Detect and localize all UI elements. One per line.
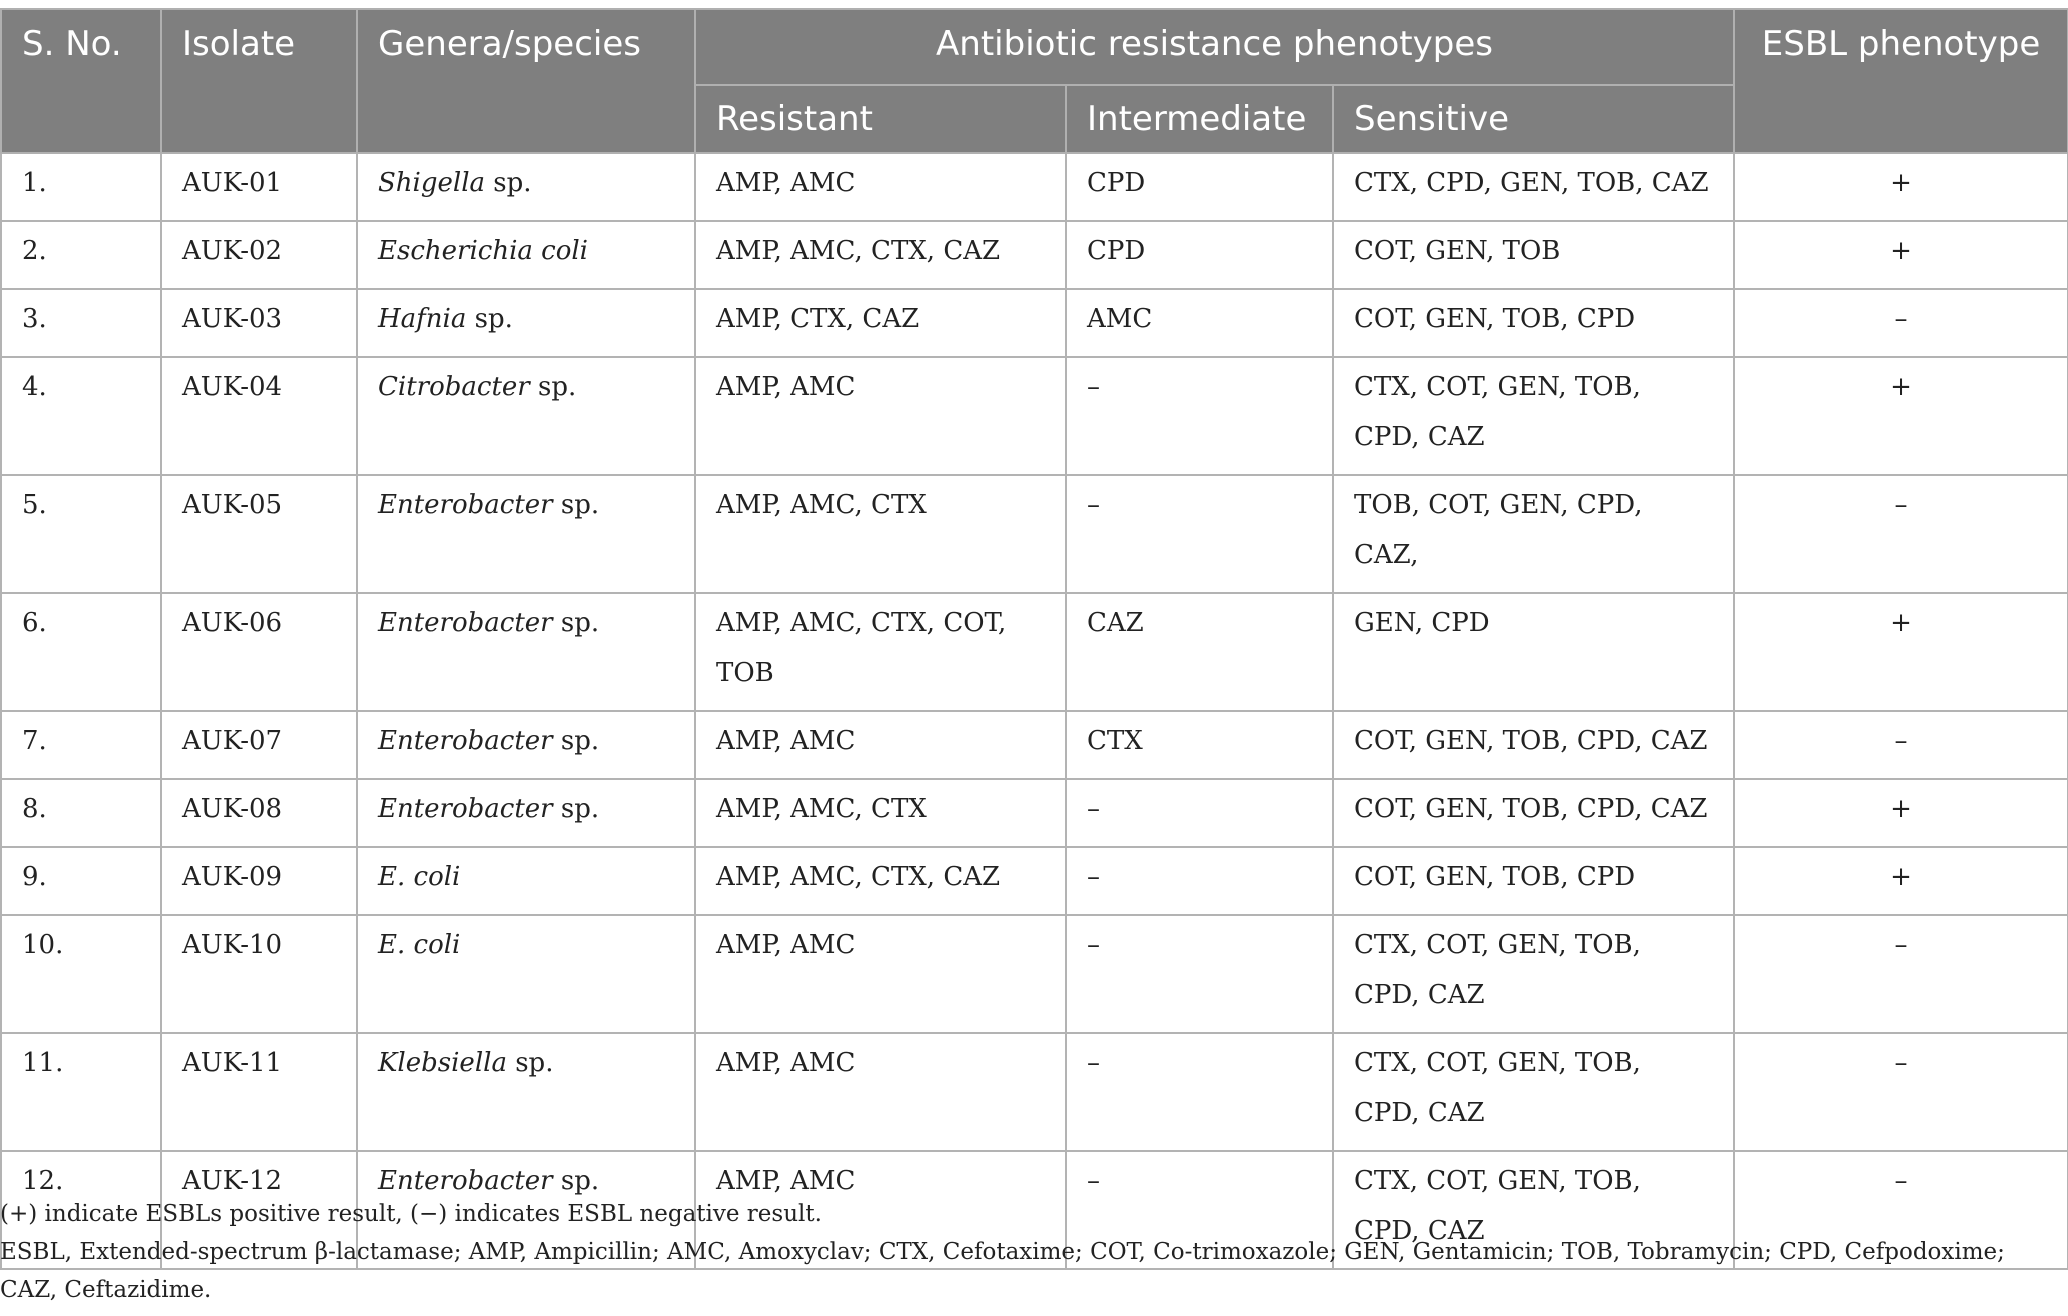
cell-resistant-text: AMP, AMC bbox=[716, 168, 856, 198]
cell-intermediate bbox=[1066, 357, 1333, 475]
cell-esbl-text: – bbox=[1894, 726, 1908, 756]
cell-esbl-text: + bbox=[1890, 168, 1912, 198]
cell-resistant-text: AMP, AMC, CTX bbox=[716, 794, 927, 824]
cell-sno-text: 7. bbox=[22, 726, 47, 756]
cell-resistant-text: AMP, AMC, CTX, CAZ bbox=[716, 236, 1001, 266]
cell-esbl bbox=[1734, 915, 2068, 1033]
cell-isolate bbox=[161, 221, 357, 289]
cell-sno-text: 4. bbox=[22, 372, 47, 402]
cell-isolate-text: AUK-01 bbox=[182, 168, 283, 198]
cell-sno bbox=[1, 153, 161, 221]
table-row bbox=[1, 475, 2068, 593]
header-phenotypes: Antibiotic resistance phenotypes bbox=[695, 9, 1734, 85]
header-resistant: Resistant bbox=[695, 85, 1066, 153]
cell-resistant bbox=[695, 221, 1066, 289]
header-esbl: ESBL phenotype bbox=[1734, 9, 2068, 153]
cell-isolate-text: AUK-11 bbox=[182, 1048, 283, 1078]
cell-sensitive-text: COT, GEN, TOB, CPD, CAZ bbox=[1354, 794, 1708, 824]
cell-sno bbox=[1, 711, 161, 779]
cell-esbl bbox=[1734, 357, 2068, 475]
species-suffix: sp. bbox=[552, 490, 600, 520]
cell-sno bbox=[1, 847, 161, 915]
cell-sensitive-text: COT, GEN, TOB, CPD, CAZ bbox=[1354, 726, 1708, 756]
cell-sno-text: 12. bbox=[22, 1166, 64, 1196]
cell-resistant bbox=[695, 153, 1066, 221]
cell-intermediate bbox=[1066, 847, 1333, 915]
cell-resistant-text: AMP, AMC bbox=[716, 1166, 856, 1196]
cell-isolate bbox=[161, 289, 357, 357]
cell-isolate-text: AUK-10 bbox=[182, 930, 283, 960]
cell-sensitive-text: COT, GEN, TOB, CPD bbox=[1354, 304, 1636, 334]
cell-resistant bbox=[695, 915, 1066, 1033]
cell-sno bbox=[1, 593, 161, 711]
resistance-table bbox=[0, 8, 2068, 1270]
table-row bbox=[1, 289, 2068, 357]
cell-esbl bbox=[1734, 153, 2068, 221]
cell-genera bbox=[357, 153, 695, 221]
species-suffix: sp. bbox=[466, 304, 513, 334]
cell-sensitive-text: COT, GEN, TOB, CPD bbox=[1354, 862, 1636, 892]
cell-sensitive-text: CTX, COT, GEN, TOB, CPD, CAZ bbox=[1354, 930, 1641, 1010]
cell-sno bbox=[1, 475, 161, 593]
cell-esbl bbox=[1734, 1033, 2068, 1151]
genus-name: Escherichia coli bbox=[378, 236, 588, 266]
cell-esbl bbox=[1734, 711, 2068, 779]
cell-sno-text: 11. bbox=[22, 1048, 64, 1078]
genus-name: Enterobacter bbox=[378, 608, 553, 638]
genus-name: Enterobacter bbox=[378, 794, 553, 824]
cell-esbl-text: – bbox=[1894, 1166, 1908, 1196]
species-suffix: sp. bbox=[506, 1048, 554, 1078]
table-row bbox=[1, 779, 2068, 847]
table-row bbox=[1, 847, 2068, 915]
cell-intermediate bbox=[1066, 153, 1333, 221]
header-intermediate: Intermediate bbox=[1066, 85, 1333, 153]
cell-esbl-text: + bbox=[1890, 794, 1912, 824]
cell-isolate-text: AUK-08 bbox=[182, 794, 283, 824]
cell-intermediate-text: CPD bbox=[1087, 236, 1146, 266]
genus-name: E. coli bbox=[378, 930, 461, 960]
cell-resistant bbox=[695, 779, 1066, 847]
cell-intermediate bbox=[1066, 475, 1333, 593]
cell-intermediate-text: – bbox=[1087, 1166, 1100, 1196]
cell-isolate bbox=[161, 593, 357, 711]
cell-sensitive bbox=[1333, 1033, 1734, 1151]
genus-name: Enterobacter bbox=[378, 726, 553, 756]
cell-genera bbox=[357, 593, 695, 711]
cell-sensitive-text: GEN, CPD bbox=[1354, 608, 1490, 638]
cell-sensitive-text: COT, GEN, TOB bbox=[1354, 236, 1561, 266]
cell-esbl bbox=[1734, 847, 2068, 915]
cell-intermediate-text: – bbox=[1087, 930, 1100, 960]
cell-sno-text: 5. bbox=[22, 490, 47, 520]
cell-isolate bbox=[161, 475, 357, 593]
cell-esbl-text: – bbox=[1894, 490, 1908, 520]
cell-sno bbox=[1, 779, 161, 847]
header-genera: Genera/species bbox=[357, 9, 695, 153]
cell-resistant bbox=[695, 475, 1066, 593]
cell-intermediate bbox=[1066, 289, 1333, 357]
species-suffix: sp. bbox=[552, 794, 600, 824]
cell-sno bbox=[1, 915, 161, 1033]
cell-sensitive bbox=[1333, 847, 1734, 915]
cell-sensitive bbox=[1333, 475, 1734, 593]
cell-intermediate-text: CAZ bbox=[1087, 608, 1144, 638]
cell-isolate-text: AUK-07 bbox=[182, 726, 283, 756]
cell-sno-text: 9. bbox=[22, 862, 47, 892]
genus-name: E. coli bbox=[378, 862, 461, 892]
cell-sensitive bbox=[1333, 593, 1734, 711]
cell-isolate bbox=[161, 915, 357, 1033]
cell-sno-text: 6. bbox=[22, 608, 47, 638]
table-row bbox=[1, 153, 2068, 221]
cell-resistant bbox=[695, 289, 1066, 357]
cell-intermediate-text: – bbox=[1087, 372, 1100, 402]
cell-resistant-text: AMP, CTX, CAZ bbox=[716, 304, 920, 334]
cell-genera bbox=[357, 357, 695, 475]
cell-sensitive bbox=[1333, 915, 1734, 1033]
cell-genera bbox=[357, 475, 695, 593]
cell-sno-text: 3. bbox=[22, 304, 47, 334]
table-row bbox=[1, 1033, 2068, 1151]
cell-intermediate bbox=[1066, 915, 1333, 1033]
header-sensitive: Sensitive bbox=[1333, 85, 1734, 153]
cell-sno bbox=[1, 289, 161, 357]
cell-intermediate bbox=[1066, 221, 1333, 289]
species-suffix: sp. bbox=[485, 168, 532, 198]
cell-esbl-text: + bbox=[1890, 236, 1912, 266]
genus-name: Enterobacter bbox=[378, 1166, 553, 1196]
cell-resistant-text: AMP, AMC, CTX, COT, TOB bbox=[716, 608, 1007, 688]
genus-name: Shigella bbox=[378, 168, 486, 198]
genus-name: Klebsiella bbox=[378, 1048, 507, 1078]
cell-sensitive-text: CTX, COT, GEN, TOB, CPD, CAZ bbox=[1354, 372, 1641, 452]
cell-sno bbox=[1, 221, 161, 289]
cell-resistant bbox=[695, 593, 1066, 711]
cell-resistant-text: AMP, AMC bbox=[716, 930, 856, 960]
cell-sensitive-text: CTX, COT, GEN, TOB, CPD, CAZ bbox=[1354, 1166, 1641, 1246]
cell-resistant bbox=[695, 1033, 1066, 1151]
cell-esbl bbox=[1734, 221, 2068, 289]
table-container bbox=[0, 8, 2068, 1270]
cell-genera bbox=[357, 221, 695, 289]
cell-sno-text: 1. bbox=[22, 168, 47, 198]
cell-isolate-text: AUK-04 bbox=[182, 372, 283, 402]
cell-isolate-text: AUK-03 bbox=[182, 304, 283, 334]
cell-isolate bbox=[161, 1033, 357, 1151]
cell-resistant-text: AMP, AMC bbox=[716, 726, 856, 756]
species-suffix: sp. bbox=[552, 608, 600, 638]
cell-genera bbox=[357, 779, 695, 847]
table-row bbox=[1, 711, 2068, 779]
cell-isolate bbox=[161, 711, 357, 779]
cell-intermediate-text: – bbox=[1087, 490, 1100, 520]
cell-esbl bbox=[1734, 475, 2068, 593]
cell-esbl-text: – bbox=[1894, 1048, 1908, 1078]
cell-resistant bbox=[695, 357, 1066, 475]
cell-intermediate bbox=[1066, 1033, 1333, 1151]
cell-resistant-text: AMP, AMC bbox=[716, 1048, 856, 1078]
footnote-abbreviations: ESBL, Extended-spectrum β-lactamase; AMP, Ampicillin; AMC, Amoxyclav; CTX, Cefotaxime; COT, Co-trimoxazole; GEN, Gentamicin; TOB, Tobramycin; CPD, Cefpodoxime; CAZ, Ceftazidime. bbox=[0, 1239, 2005, 1303]
cell-sno bbox=[1, 357, 161, 475]
cell-esbl bbox=[1734, 289, 2068, 357]
header-isolate: Isolate bbox=[161, 9, 357, 153]
cell-esbl bbox=[1734, 779, 2068, 847]
species-suffix: sp. bbox=[529, 372, 577, 402]
cell-esbl-text: + bbox=[1890, 372, 1912, 402]
cell-intermediate-text: CPD bbox=[1087, 168, 1146, 198]
cell-intermediate-text: – bbox=[1087, 794, 1100, 824]
cell-esbl-text: + bbox=[1890, 608, 1912, 638]
cell-isolate-text: AUK-09 bbox=[182, 862, 283, 892]
cell-sno-text: 10. bbox=[22, 930, 64, 960]
footnotes bbox=[0, 1195, 2068, 1309]
cell-intermediate-text: CTX bbox=[1087, 726, 1143, 756]
cell-genera bbox=[357, 711, 695, 779]
cell-genera bbox=[357, 915, 695, 1033]
table-row bbox=[1, 915, 2068, 1033]
cell-isolate bbox=[161, 847, 357, 915]
cell-sno-text: 8. bbox=[22, 794, 47, 824]
cell-sensitive bbox=[1333, 221, 1734, 289]
cell-sensitive bbox=[1333, 153, 1734, 221]
genus-name: Hafnia bbox=[378, 304, 467, 334]
cell-esbl bbox=[1734, 593, 2068, 711]
cell-resistant-text: AMP, AMC bbox=[716, 372, 856, 402]
cell-isolate-text: AUK-12 bbox=[182, 1166, 283, 1196]
table-body bbox=[1, 153, 2068, 1269]
cell-sno-text: 2. bbox=[22, 236, 47, 266]
species-suffix: sp. bbox=[552, 726, 600, 756]
genus-name: Citrobacter bbox=[378, 372, 530, 402]
cell-intermediate bbox=[1066, 593, 1333, 711]
species-suffix: sp. bbox=[552, 1166, 600, 1196]
cell-sensitive-text: TOB, COT, GEN, CPD, CAZ, bbox=[1354, 490, 1643, 570]
cell-genera bbox=[357, 1033, 695, 1151]
cell-resistant-text: AMP, AMC, CTX, CAZ bbox=[716, 862, 1001, 892]
cell-genera bbox=[357, 847, 695, 915]
cell-resistant-text: AMP, AMC, CTX bbox=[716, 490, 927, 520]
genus-name: Enterobacter bbox=[378, 490, 553, 520]
cell-resistant bbox=[695, 847, 1066, 915]
table-row bbox=[1, 593, 2068, 711]
header-sno: S. No. bbox=[1, 9, 161, 153]
cell-isolate-text: AUK-02 bbox=[182, 236, 283, 266]
cell-sensitive bbox=[1333, 289, 1734, 357]
cell-sensitive-text: CTX, CPD, GEN, TOB, CAZ bbox=[1354, 168, 1709, 198]
cell-isolate bbox=[161, 779, 357, 847]
cell-resistant bbox=[695, 711, 1066, 779]
cell-intermediate-text: – bbox=[1087, 1048, 1100, 1078]
cell-esbl-text: – bbox=[1894, 930, 1908, 960]
cell-isolate bbox=[161, 357, 357, 475]
cell-sno bbox=[1, 1033, 161, 1151]
cell-sensitive-text: CTX, COT, GEN, TOB, CPD, CAZ bbox=[1354, 1048, 1641, 1128]
cell-intermediate-text: AMC bbox=[1087, 304, 1153, 334]
cell-genera bbox=[357, 289, 695, 357]
footnote-legend: (+) indicate ESBLs positive result, (−) indicates ESBL negative result. bbox=[0, 1201, 822, 1227]
cell-isolate-text: AUK-05 bbox=[182, 490, 283, 520]
cell-sensitive bbox=[1333, 711, 1734, 779]
table-row bbox=[1, 357, 2068, 475]
cell-sensitive bbox=[1333, 779, 1734, 847]
cell-intermediate bbox=[1066, 779, 1333, 847]
cell-esbl-text: – bbox=[1894, 304, 1908, 334]
cell-isolate-text: AUK-06 bbox=[182, 608, 283, 638]
table-row bbox=[1, 221, 2068, 289]
cell-isolate bbox=[161, 153, 357, 221]
cell-sensitive bbox=[1333, 357, 1734, 475]
cell-intermediate bbox=[1066, 711, 1333, 779]
cell-intermediate-text: – bbox=[1087, 862, 1100, 892]
cell-esbl-text: + bbox=[1890, 862, 1912, 892]
